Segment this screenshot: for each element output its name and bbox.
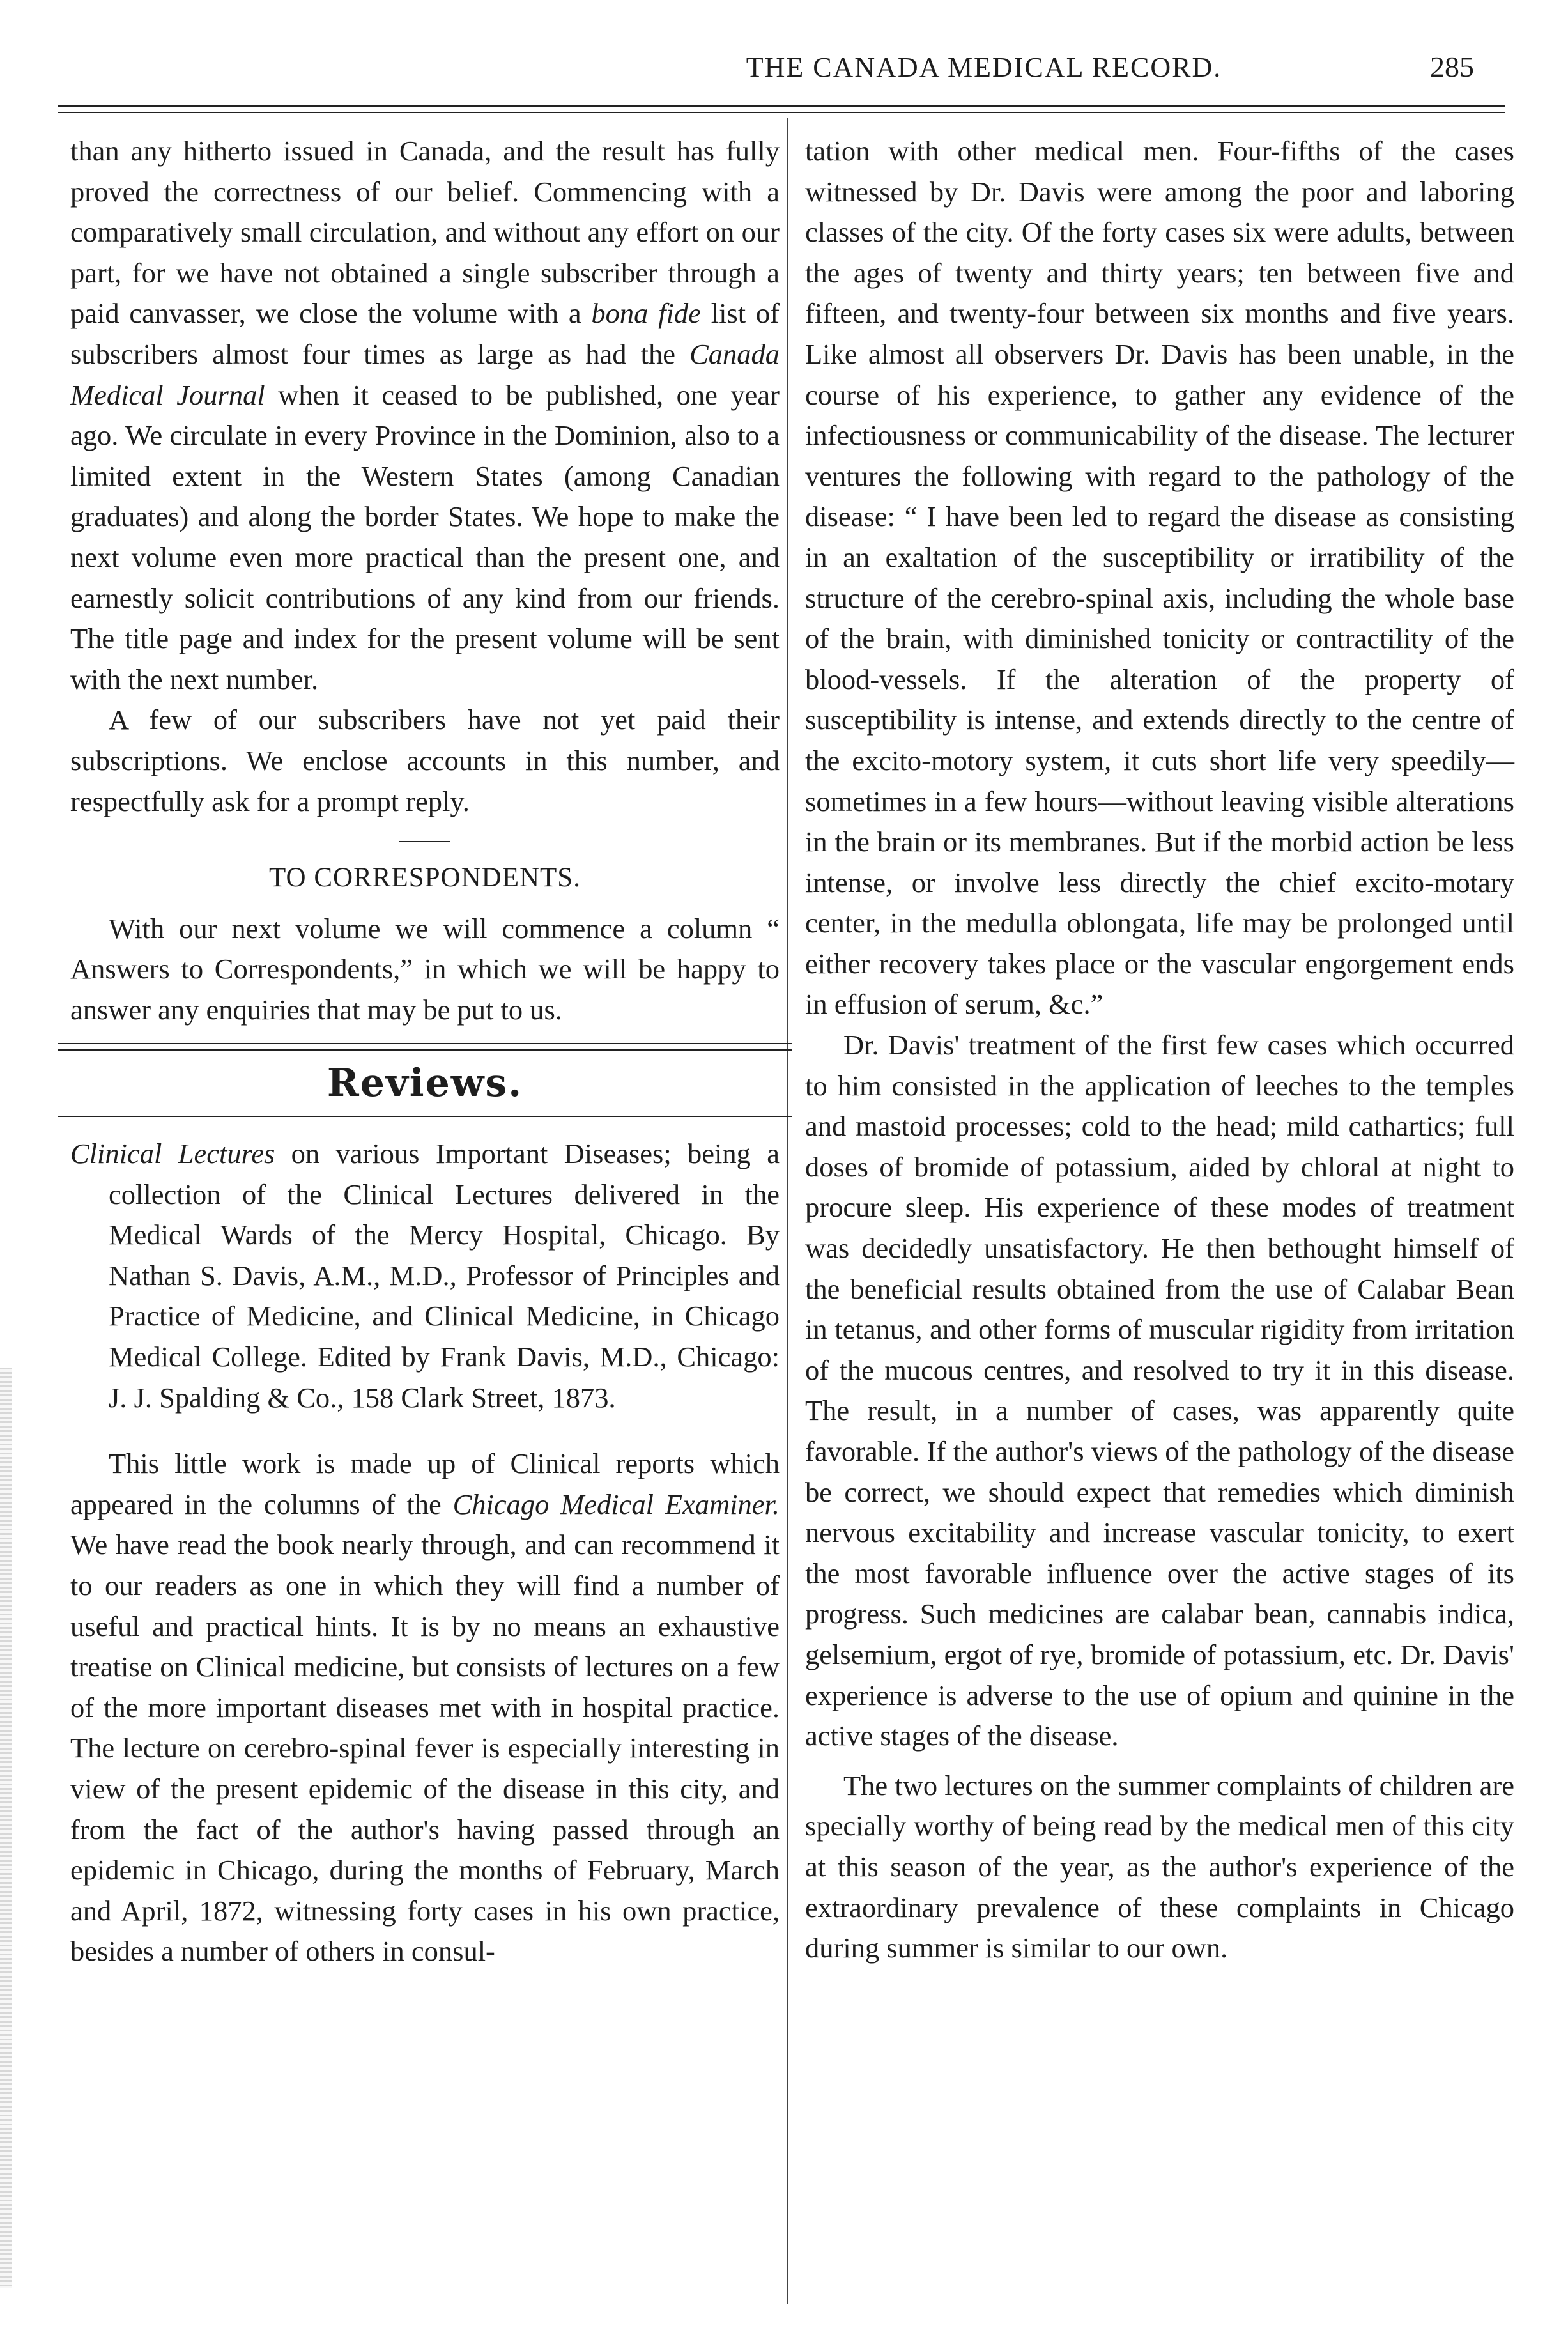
running-title: THE CANADA MEDICAL RECORD. bbox=[746, 52, 1222, 83]
editorial-text-end: when it ceased to be published, one year ago. We circulate in every Province in the Dominion, also to a limited extent in the Western States (among Canadian graduates) and along the border States. We hope to make the next volume even more practical than the present one, and earnestly solicit contributions of any kind from our friends. The title page and index for the present volume will be sent with the next number. bbox=[70, 378, 780, 695]
editorial-text-cont: list of subscribers almost four times as large as had the bbox=[70, 297, 780, 370]
header-rule-secondary bbox=[58, 112, 1505, 113]
italic-phrase: bona fide bbox=[591, 297, 701, 330]
reviews-rule bbox=[58, 1116, 792, 1117]
column-divider bbox=[787, 118, 788, 2304]
section-separator bbox=[399, 841, 450, 842]
citation-details: on various Important Diseases; being a collection of the Clinical Lectures delivered in the Medical Wards of the Mercy Hospital, Chicago. By Nathan S. Davis, A.M., M.D., Professor of Principles and Practice of Medicine, and Clinical Medicine, in Chicago Medical College. Edited by Frank Davis, M.D., Chicago: J. J. Spalding & Co., 158 Clark Street, 1873. bbox=[109, 1137, 780, 1414]
spacer bbox=[805, 1757, 1514, 1766]
treatment-paragraph: Dr. Davis' treatment of the first few cases which occurred to him consisted in the application of leeches to the temples and mastoid processes; cold to the head; mild cathartics; full doses of bromide of potassium, aided by chloral at night to procure sleep. His experience of these modes of treatment was decidedly unsatisfactory. He then bethought himself of the beneficial results obtained from the use of Calabar Bean in tetanus, and other forms of muscular rigidity from irritation of the mucous centres, and resolved to try it in this disease. The result, in a number of cases, was apparently quite favorable. If the author's views of the pathology of the disease be correct, we should expect that remedies which diminish nervous excitability and increase vascular tonicity, to exert the most favorable influence over the active stages of its progress. Such medicines are calabar bean, cannabis indica, gelsemium, ergot of rye, bromide of potassium, etc. Dr. Davis' experience is adverse to the use of opium and quinine in the active stages of the disease. bbox=[805, 1029, 1514, 1752]
summer-complaints-paragraph: The two lectures on the summer complaints of children are specially worthy of being read by the medical men of this city at this season of the year, as the author's experience of the extraordinary prevalence of these complaints in Chicago during summer is similar to our own. bbox=[805, 1769, 1514, 1964]
subscriptions-paragraph: A few of our subscribers have not yet paid their subscriptions. We enclose accounts in this number, and respectfully ask for a prompt reply. bbox=[70, 704, 780, 817]
review-text-cont: We have read the book nearly through, and can recommend it to our readers as one in which they will find a number of useful and practical hints. It is by no means an exhaustive treatise on Clinical medicine, but consists of lectures on a few of the more important diseases met with in hospital practice. The lecture on cerebro-spinal fever is especially interesting in view of the present epidemic of the disease in this city, and from the fact of the author's having passed through an epidemic in Chicago, during the months of February, March and April, 1872, witnessing forty cases in his own practice, besides a number of others in consul- bbox=[70, 1529, 780, 1968]
correspondents-heading: TO CORRESPONDENTS. bbox=[269, 863, 581, 893]
review-text: This little work is made up of Clinical reports which appeared in the columns of the bbox=[70, 1447, 780, 1520]
journal-name: Canada Medical Journal bbox=[70, 337, 780, 411]
double-rule bbox=[58, 1043, 792, 1051]
journal-name-examiner: Chicago Medical Examiner. bbox=[452, 1488, 780, 1520]
right-column bbox=[805, 131, 1514, 1969]
binding-edge bbox=[0, 1368, 12, 2288]
review-citation bbox=[70, 1134, 780, 1418]
book-title: Clinical Lectures bbox=[70, 1137, 275, 1170]
pathology-paragraph: tation with other medical men. Four-fifths of the cases witnessed by Dr. Davis were among the poor and laboring classes of the city. Of the forty cases six were adults, between the ages of twenty and thirty years; ten between five and fifteen, and twenty-four between six months and five years. Like almost all observers Dr. Davis has been unable, in the course of his experience, to gather any evidence of the infectiousness or communicability of the disease. The lecturer ventures the following with regard to the pathology of the disease: “ I have been led to regard the disease as consisting in an exaltation of the susceptibility or irratibility of the structure of the cerebro-spinal axis, including the whole base of the brain, with diminished tonicity or contractility of the blood-vessels. If the alteration of the property of susceptibility is intense, and extends directly to the centre of the excito-motory system, it cuts short life very speedily—sometimes in a few hours—without leaving visible alterations in the brain or its membranes. But if the morbid action be less intense, or involve less directly the chief excito-motary center, in the medulla oblongata, life may be prolonged until either recovery takes place or the vascular engorgement ends in effusion of serum, &c.” bbox=[805, 135, 1514, 1021]
reviews-heading: Reviews. bbox=[327, 1061, 523, 1106]
review-paragraph bbox=[70, 1444, 780, 1972]
editorial-text: than any hitherto issued in Canada, and the result has fully proved the correctness of our belief. Commencing with a comparatively small circulation, and without any effort on our part, for we have not obtained a single subscriber through a paid canvasser, we close the volume with a bbox=[70, 135, 780, 330]
spacer bbox=[70, 1418, 780, 1444]
correspondents-paragraph: With our next volume we will commence a column “ Answers to Correspondents,” in which we will be happy to answer any enquiries that may be put to us. bbox=[70, 912, 780, 1026]
left-column bbox=[70, 131, 780, 1972]
header-rule bbox=[58, 105, 1505, 107]
page-number: 285 bbox=[1430, 50, 1474, 83]
editorial-paragraph bbox=[70, 131, 780, 700]
